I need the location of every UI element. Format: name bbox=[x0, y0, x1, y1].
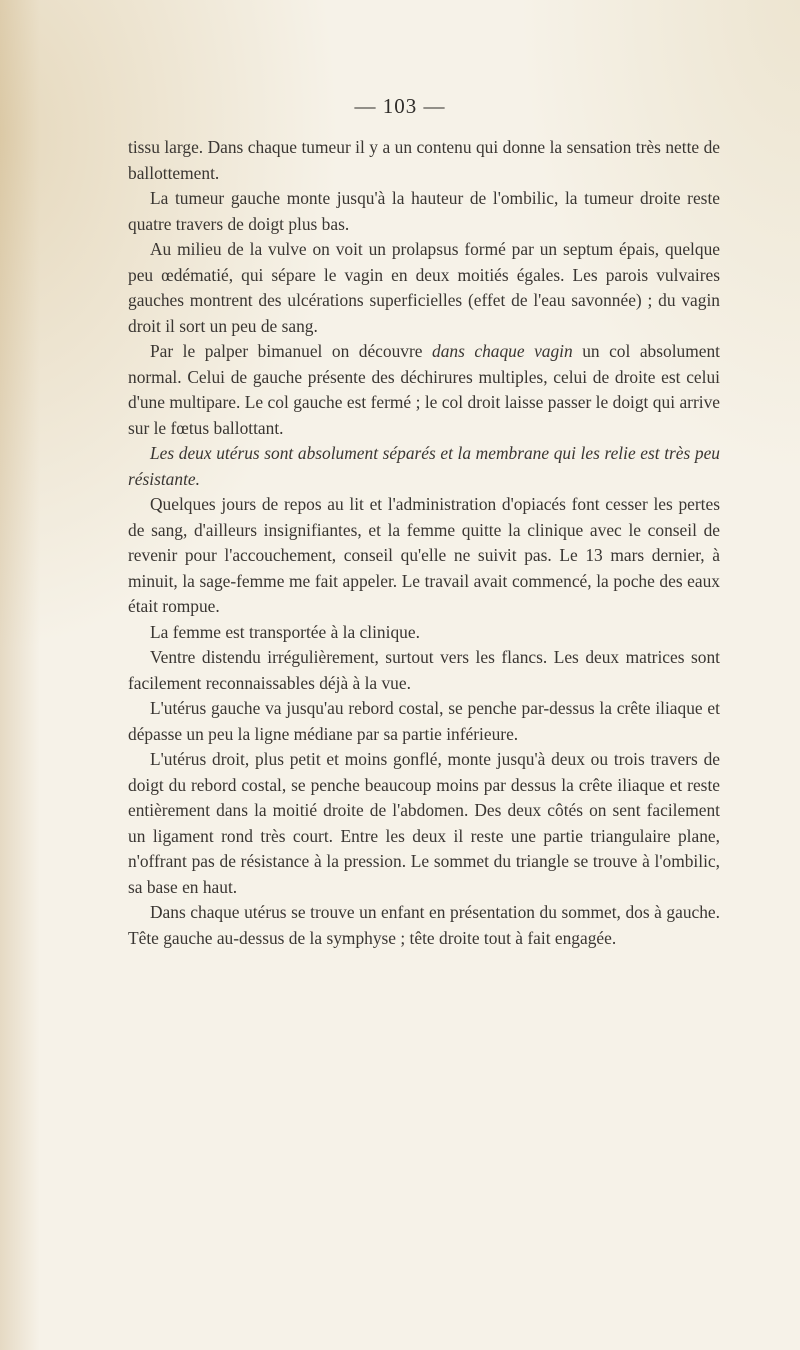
paragraph bbox=[128, 900, 720, 951]
paragraph-text-italic: dans chaque vagin bbox=[432, 341, 573, 361]
paragraph-text: Par le palper bimanuel on découvre bbox=[150, 341, 432, 361]
paragraph-text: un col absolument normal. Celui de gauche présente des déchirures multiples, celui de droite est celui d'une multipare. Le col gauche est fermé ; le col droit laisse passer le doigt qui arrive sur le fœtus ballottant. bbox=[128, 341, 721, 438]
paragraph-text: L'utérus droit, plus petit et moins gonflé, monte jusqu'à deux ou trois travers de doigt du rebord costal, se penche beaucoup moins par dessus la crête iliaque et reste entièrement dans la moitié droite de l'abdomen. Des deux côtés on sent facilement un ligament rond très court. Entre les deux il reste une partie triangulaire plane, n'offrant pas de résistance à la pression. Le sommet du triangle se trouve à l'ombilic, sa base en haut. bbox=[128, 749, 720, 897]
paragraph bbox=[128, 696, 720, 747]
paragraph-text: tissu large. Dans chaque tumeur il y a un contenu qui donne la sensation très nette de ballottement. bbox=[128, 137, 720, 183]
paragraph-text: La femme est transportée à la clinique. bbox=[150, 621, 420, 642]
paragraph bbox=[128, 237, 720, 339]
paragraph-text: L'utérus gauche va jusqu'au rebord costal, se penche par-dessus la crête iliaque et dépasse un peu la ligne médiane par sa partie inférieure. bbox=[128, 698, 720, 744]
paragraph-text: La tumeur gauche monte jusqu'à la hauteur de l'ombilic, la tumeur droite reste quatre travers de doigt plus bas. bbox=[128, 188, 720, 234]
body-text bbox=[128, 135, 720, 951]
paragraph bbox=[128, 441, 720, 492]
paragraph-text: Au milieu de la vulve on voit un prolapsus formé par un septum épais, quelque peu œdématié, qui sépare le vagin en deux moitiés égales. Les parois vulvaires gauches montrent des ulcérations superficielles (effet de l'eau savonnée) ; du vagin droit il sort un peu de sang. bbox=[128, 239, 720, 336]
paragraph bbox=[128, 186, 720, 237]
paragraph bbox=[128, 620, 720, 646]
paragraph-text: Quelques jours de repos au lit et l'administration d'opiacés font cesser les pertes de sang, d'ailleurs insignifiantes, et la femme quitte la clinique avec le conseil de revenir pour l'accouchement, conseil qu'elle ne suivit pas. Le 13 mars dernier, à minuit, la sage-femme me fait appeler. Le travail avait commencé, la poche des eaux était rompue. bbox=[128, 494, 720, 616]
paragraph bbox=[128, 747, 720, 900]
paragraph bbox=[128, 135, 720, 186]
paragraph-text: Dans chaque utérus se trouve un enfant en présentation du sommet, dos à gauche. Tête gauche au-dessus de la symphyse ; tête droite tout à fait engagée. bbox=[128, 902, 720, 948]
page-number: — 103 — bbox=[354, 94, 446, 118]
paragraph bbox=[128, 645, 720, 696]
paragraph-text: Ventre distendu irrégulièrement, surtout vers les flancs. Les deux matrices sont facilement reconnaissables déjà à la vue. bbox=[128, 647, 720, 693]
paragraph bbox=[128, 339, 720, 441]
paragraph bbox=[128, 492, 720, 620]
paragraph-text-italic: Les deux utérus sont absolument séparés et la membrane qui les relie est très peu résistante. bbox=[128, 443, 720, 489]
